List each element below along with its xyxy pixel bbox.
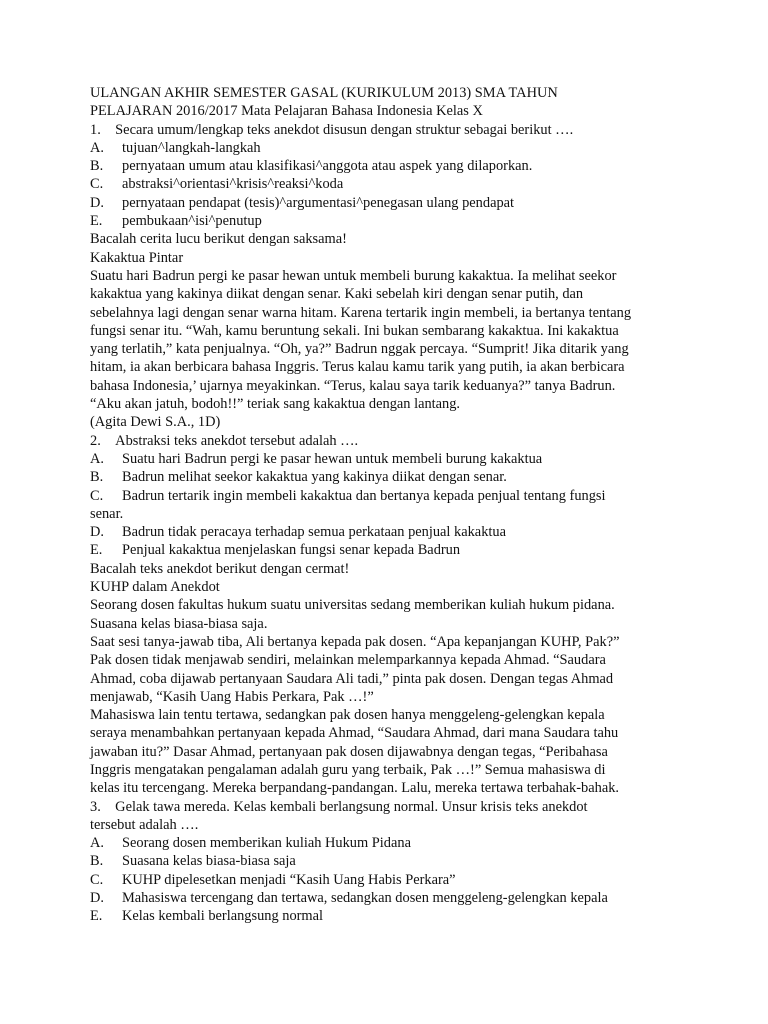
option-letter: A. xyxy=(90,139,104,156)
option-letter: C. xyxy=(90,487,104,504)
q3-option-d xyxy=(90,889,690,907)
option-letter: A. xyxy=(90,450,104,467)
option-text: pernyataan umum atau klasifikasi^anggota atau aspek yang dilaporkan. xyxy=(122,158,533,175)
q3-option-b xyxy=(90,852,690,870)
story-2-title: KUHP dalam Anekdot xyxy=(90,579,220,596)
story-1-line: fungsi senar itu. “Wah, kamu beruntung sekali. Ini bukan sembarang kakaktua. Ini kakaktua xyxy=(90,322,619,339)
q1-option-e xyxy=(90,212,690,230)
option-text: Seorang dosen memberikan kuliah Hukum Pidana xyxy=(122,835,411,852)
option-text: tujuan^langkah-langkah xyxy=(122,139,261,156)
option-letter: D. xyxy=(90,194,104,211)
story-1-line: hitam, ia akan berbicara bahasa Inggris. Terus kalau kamu tarik yang putih, ia akan berbicara xyxy=(90,359,625,376)
option-letter: E. xyxy=(90,908,103,925)
option-text: Badrun tidak peracaya terhadap semua perkataan penjual kakaktua xyxy=(122,524,506,541)
q2-option-a xyxy=(90,450,690,468)
q2-option-b xyxy=(90,468,690,486)
option-text: Suasana kelas biasa-biasa saja xyxy=(122,853,296,870)
story-1-line: bahasa Indonesia,’ ujarnya meyakinkan. “Terus, kalau saya tarik keduanya?” tanya Badrun. xyxy=(90,377,616,394)
story-2-line: Mahasiswa lain tentu tertawa, sedangkan pak dosen hanya menggeleng-gelengkan kepala xyxy=(90,707,605,724)
document-title-line-2: PELAJARAN 2016/2017 Mata Pelajaran Bahasa Indonesia Kelas X xyxy=(90,103,483,120)
story-1-line: “Aku akan jatuh, bodoh!!” teriak sang kakaktua dengan lantang. xyxy=(90,396,461,413)
option-letter: B. xyxy=(90,469,104,486)
q3-option-a xyxy=(90,834,690,852)
story-2-line: menjawab, “Kasih Uang Habis Perkara, Pak …!” xyxy=(90,688,374,705)
option-letter: E. xyxy=(90,542,103,559)
story-2-line: kelas itu tercengang. Mereka berpandang-pandangan. Lalu, mereka tertawa terbahak-bahak. xyxy=(90,780,619,797)
option-text: KUHP dipelesetkan menjadi “Kasih Uang Habis Perkara” xyxy=(122,871,456,888)
story-1-line: kakaktua yang kakinya diikat dengan senar. Kaki sebelah kiri dengan senar putih, dan xyxy=(90,286,584,303)
story-2-line: Saat sesi tanya-jawab tiba, Ali bertanya kepada pak dosen. “Apa kepanjangan KUHP, Pak?” xyxy=(90,633,620,650)
q2-option-c-continuation: senar. xyxy=(90,505,124,522)
q1-option-c xyxy=(90,175,690,193)
story-1-title: Kakaktua Pintar xyxy=(90,249,184,266)
option-text: Badrun melihat seekor kakaktua yang kakinya diikat dengan senar. xyxy=(122,469,507,486)
option-letter: D. xyxy=(90,890,104,907)
option-text: pernyataan pendapat (tesis)^argumentasi^penegasan ulang pendapat xyxy=(122,194,515,211)
story-2-line: Inggris mengatakan pengalaman adalah guru yang terbaik, Pak …!” Semua mahasiswa di xyxy=(90,761,606,778)
story-2-line: Ahmad, coba dijawab pertanyaan Saudara Ali tadi,” pinta pak dosen. Dengan tegas Ahmad xyxy=(90,670,614,687)
question-3-continuation: tersebut adalah …. xyxy=(90,816,199,833)
option-text: Mahasiswa tercengang dan tertawa, sedangkan dosen menggeleng-gelengkan kepala xyxy=(122,890,608,907)
option-letter: C. xyxy=(90,176,104,193)
story-2-line: Pak dosen tidak menjawab sendiri, melainkan melemparkannya kepada Ahmad. “Saudara xyxy=(90,652,606,669)
option-text: Badrun tertarik ingin membeli kakaktua dan bertanya kepada penjual tentang fungsi xyxy=(122,487,606,504)
q1-option-d xyxy=(90,194,690,212)
story-2-line: seraya menambahkan pertanyaan kepada Ahmad, “Saudara Ahmad, dari mana Saudara tahu xyxy=(90,725,619,742)
story-1-line: Suatu hari Badrun pergi ke pasar hewan untuk membeli burung kakaktua. Ia melihat seekor xyxy=(90,267,617,284)
story-2-instruction: Bacalah teks anekdot berikut dengan cermat! xyxy=(90,560,350,577)
story-2-line: Suasana kelas biasa-biasa saja. xyxy=(90,615,268,632)
story-1-line: yang terlatih,” kata penjualnya. “Oh, ya?” Badrun nggak percaya. “Sumprit! Jika ditarik yang xyxy=(90,341,629,358)
story-2-line: jawaban itu?” Dasar Ahmad, pertanyaan pak dosen dijawabnya dengan tegas, “Peribahasa xyxy=(90,743,608,760)
option-letter: D. xyxy=(90,524,104,541)
q1-option-b xyxy=(90,157,690,175)
question-1: 1. Secara umum/lengkap teks anekdot disusun dengan struktur sebagai berikut …. xyxy=(90,121,574,138)
option-letter: B. xyxy=(90,853,104,870)
option-text: Penjual kakaktua menjelaskan fungsi senar kepada Badrun xyxy=(122,542,461,559)
option-text: Suatu hari Badrun pergi ke pasar hewan untuk membeli burung kakaktua xyxy=(122,450,543,467)
option-letter: E. xyxy=(90,213,103,230)
question-3: 3. Gelak tawa mereda. Kelas kembali berlangsung normal. Unsur krisis teks anekdot xyxy=(90,798,588,815)
q2-option-e xyxy=(90,541,690,559)
q2-option-c xyxy=(90,487,690,505)
option-letter: B. xyxy=(90,158,104,175)
q3-option-c xyxy=(90,871,690,889)
story-2-line: Seorang dosen fakultas hukum suatu universitas sedang memberikan kuliah hukum pidana. xyxy=(90,597,615,614)
q2-option-d xyxy=(90,523,690,541)
option-letter: C. xyxy=(90,871,104,888)
q1-option-a xyxy=(90,139,690,157)
q3-option-e xyxy=(90,907,690,925)
question-2: 2. Abstraksi teks anekdot tersebut adalah …. xyxy=(90,432,359,449)
option-text: abstraksi^orientasi^krisis^reaksi^koda xyxy=(122,176,344,193)
document-page xyxy=(90,84,690,926)
story-1-instruction: Bacalah cerita lucu berikut dengan saksama! xyxy=(90,231,347,248)
option-text: pembukaan^isi^penutup xyxy=(122,213,262,230)
story-1-source: (Agita Dewi S.A., 1D) xyxy=(90,414,221,431)
story-1-line: sebelahnya lagi dengan senar warna hitam. Karena tertarik ingin membeli, ia bertanya tentang xyxy=(90,304,632,321)
option-text: Kelas kembali berlangsung normal xyxy=(122,908,324,925)
option-letter: A. xyxy=(90,835,104,852)
document-title-line-1: ULANGAN AKHIR SEMESTER GASAL (KURIKULUM 2013) SMA TAHUN xyxy=(90,85,558,101)
